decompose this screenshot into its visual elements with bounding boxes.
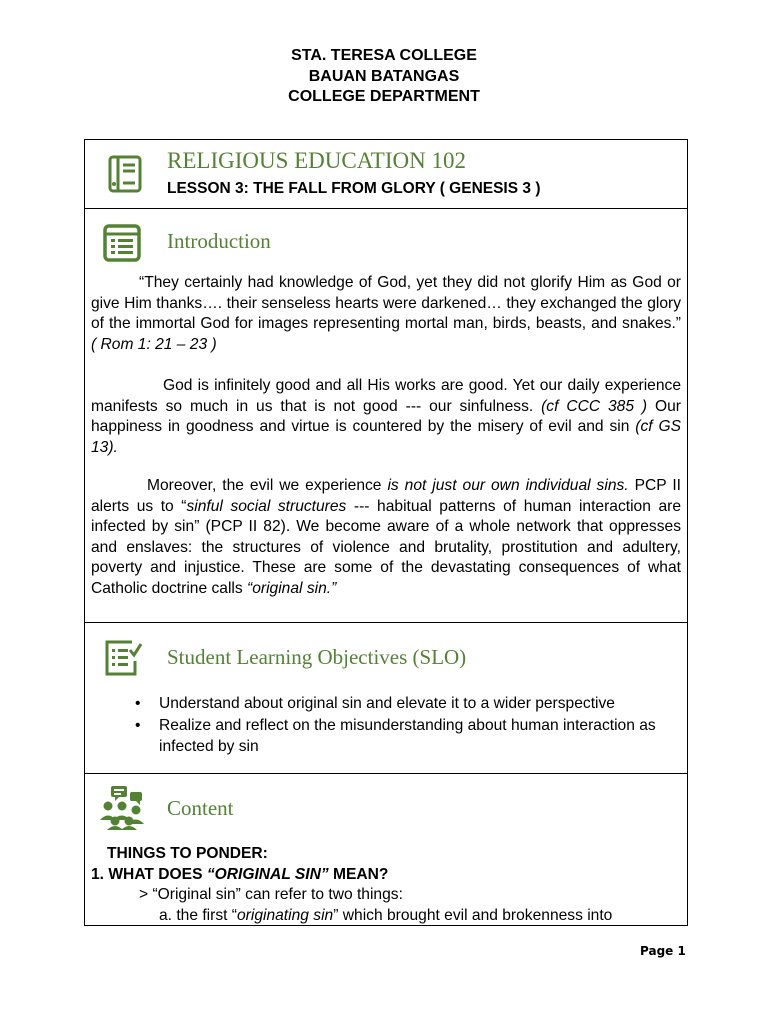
content-title: Content: [167, 796, 234, 820]
scripture-citation: ( Rom 1: 21 – 23 ): [91, 335, 217, 353]
slo-box: [84, 622, 688, 774]
introduction-box: [84, 208, 688, 623]
college-name: STA. TERESA COLLEGE: [291, 47, 477, 64]
p3-text-a: Moreover, the evil we experience: [147, 477, 388, 494]
department-name: COLLEGE DEPARTMENT: [288, 88, 480, 105]
p2-citation-ccc: (cf CCC 385 ): [541, 397, 648, 415]
p2-text-c: Our happiness in goodness and virtue is countered by the misery of evil and sin: [91, 397, 681, 436]
line4-term: originating sin: [237, 906, 334, 924]
intro-paragraph-1: [91, 273, 681, 355]
line4-suffix: ” which brought evil and brokenness into: [333, 906, 613, 924]
book-icon: [105, 154, 145, 194]
group-discussion-icon: [99, 784, 145, 830]
ponder-heading: THINGS TO PONDER:: [107, 845, 268, 862]
p3-text-e: --- habitual patterns of human interaction are infected by sin” (PCP II 82). We become aware of a whole network that oppresses and enslaves: the structures of violence and brutality, prostitution and adultery, poverty and injustice. These are some of the devastating consequences of what Catholic doctrine calls: [91, 497, 681, 597]
p3-emphasis-d: sinful social structures: [186, 497, 347, 515]
content-line-3: > “Original sin” can refer to two things:: [139, 886, 403, 903]
document-header: [0, 46, 768, 108]
course-box: [84, 139, 688, 209]
intro-paragraph-2: [91, 376, 681, 458]
q1-prefix: 1. WHAT DOES: [91, 865, 207, 883]
content-box: [84, 773, 688, 926]
intro-paragraph-3: [91, 476, 681, 600]
p3-emphasis-f: “original sin.”: [247, 579, 337, 597]
line4-prefix: a. the first “: [159, 906, 237, 924]
question-1: [91, 865, 681, 886]
content-line-4: [91, 906, 681, 927]
college-location: BAUAN BATANGAS: [308, 67, 460, 85]
q1-term: “ORIGINAL SIN”: [206, 865, 329, 883]
page-number: Page 1: [640, 944, 686, 958]
list-item: • Realize and reflect on the misunderstanding about human interaction as infected by sin: [135, 715, 675, 757]
introduction-title: Introduction: [167, 229, 271, 253]
slo-title: Student Learning Objectives (SLO): [167, 645, 467, 669]
slo-list: [135, 693, 675, 758]
p3-emphasis-b: is not just our own individual sins.: [387, 477, 629, 494]
p3-text-c: PCP II alerts us to “: [91, 477, 681, 515]
list-item: • Understand about original sin and elevate it to a wider perspective: [135, 693, 675, 714]
lesson-title: LESSON 3: THE FALL FROM GLORY ( GENESIS 3 ): [167, 180, 541, 197]
scripture-quote: “They certainly had knowledge of God, yet they did not glorify Him as God or give Him thanks…. their senseless hearts were darkened… they exchanged the glory of the immortal God for images representing mortal man, birds, beasts, and snakes.”: [91, 274, 681, 333]
checklist-icon: [102, 637, 142, 677]
p2-citation-gs: (cf GS 13).: [91, 418, 681, 456]
document-list-icon: [102, 223, 142, 263]
p2-text-a: God is infinitely good and all His works are good. Yet our daily experience manifests so much in us that is not good --- our sinfulness.: [91, 377, 681, 415]
q1-suffix: MEAN?: [328, 865, 389, 883]
content-body: [91, 844, 681, 926]
course-title: RELIGIOUS EDUCATION 102: [167, 148, 466, 173]
